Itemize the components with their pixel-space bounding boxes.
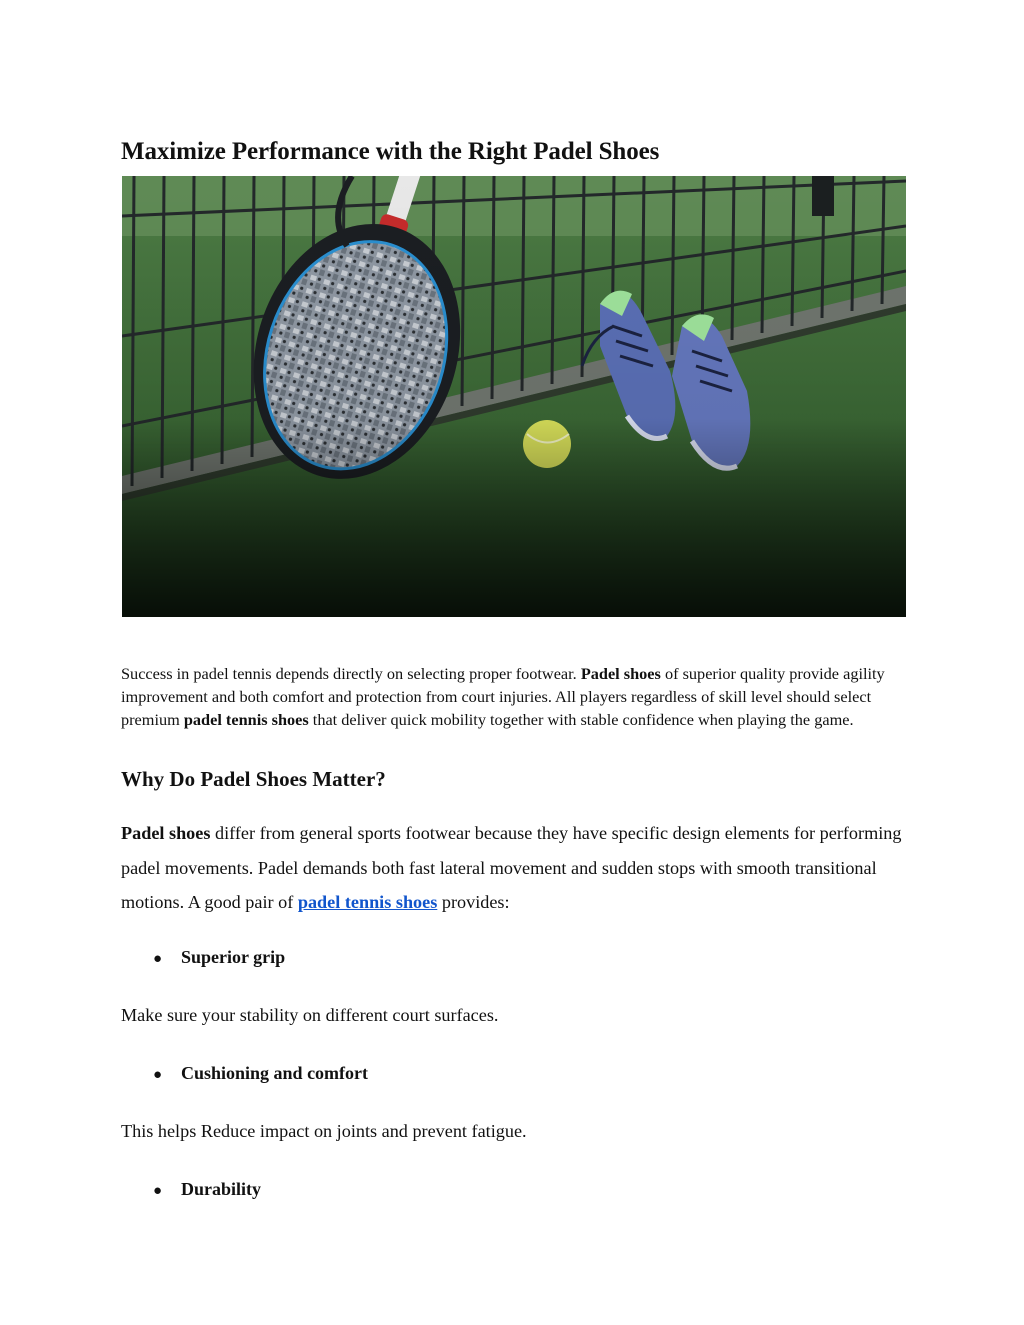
bullet-item	[153, 1179, 261, 1200]
bullet-note: Make sure your stability on different court surfaces.	[121, 1005, 499, 1025]
bullet-marker: ●	[153, 951, 163, 967]
section-text-1: differ from general sports footwear because they have specific design elements for performing padel movements. Padel demands both fast lateral movement and sudden stops with smooth transitional motions. A good pair of	[121, 823, 902, 912]
hero-photo-illustration	[122, 176, 906, 617]
intro-text-1: Success in padel tennis depends directly on selecting proper footwear.	[121, 664, 581, 683]
bullet-label: Superior grip	[181, 947, 286, 967]
intro-text-2: of superior quality provide agility improvement and both comfort and protection from court injuries. All players regardless of skill level should select premium	[121, 664, 885, 729]
intro-bold-padel-tennis-shoes: padel tennis shoes	[183, 710, 309, 729]
intro-bold-padel-shoes: Padel shoes	[580, 664, 661, 683]
section-text-2: provides:	[437, 892, 510, 912]
bullet-label: Durability	[181, 1179, 262, 1199]
bullet-item	[153, 1063, 368, 1084]
page-title: Maximize Performance with the Right Padel Shoes	[121, 138, 660, 165]
section-paragraph	[121, 816, 911, 920]
hero-image	[122, 176, 906, 617]
bullet-marker: ●	[153, 1067, 163, 1083]
intro-text-3: that deliver quick mobility together with stable confidence when playing the game.	[308, 710, 854, 729]
section-heading: Why Do Padel Shoes Matter?	[121, 767, 386, 791]
bullet-marker: ●	[153, 1183, 163, 1199]
padel-tennis-shoes-link[interactable]: padel tennis shoes	[297, 892, 438, 912]
bullet-item	[153, 947, 285, 968]
section-bold-padel-shoes: Padel shoes	[121, 823, 211, 843]
bullet-label: Cushioning and comfort	[181, 1063, 369, 1083]
bullet-note: This helps Reduce impact on joints and prevent fatigue.	[121, 1121, 527, 1141]
intro-paragraph	[121, 662, 901, 731]
